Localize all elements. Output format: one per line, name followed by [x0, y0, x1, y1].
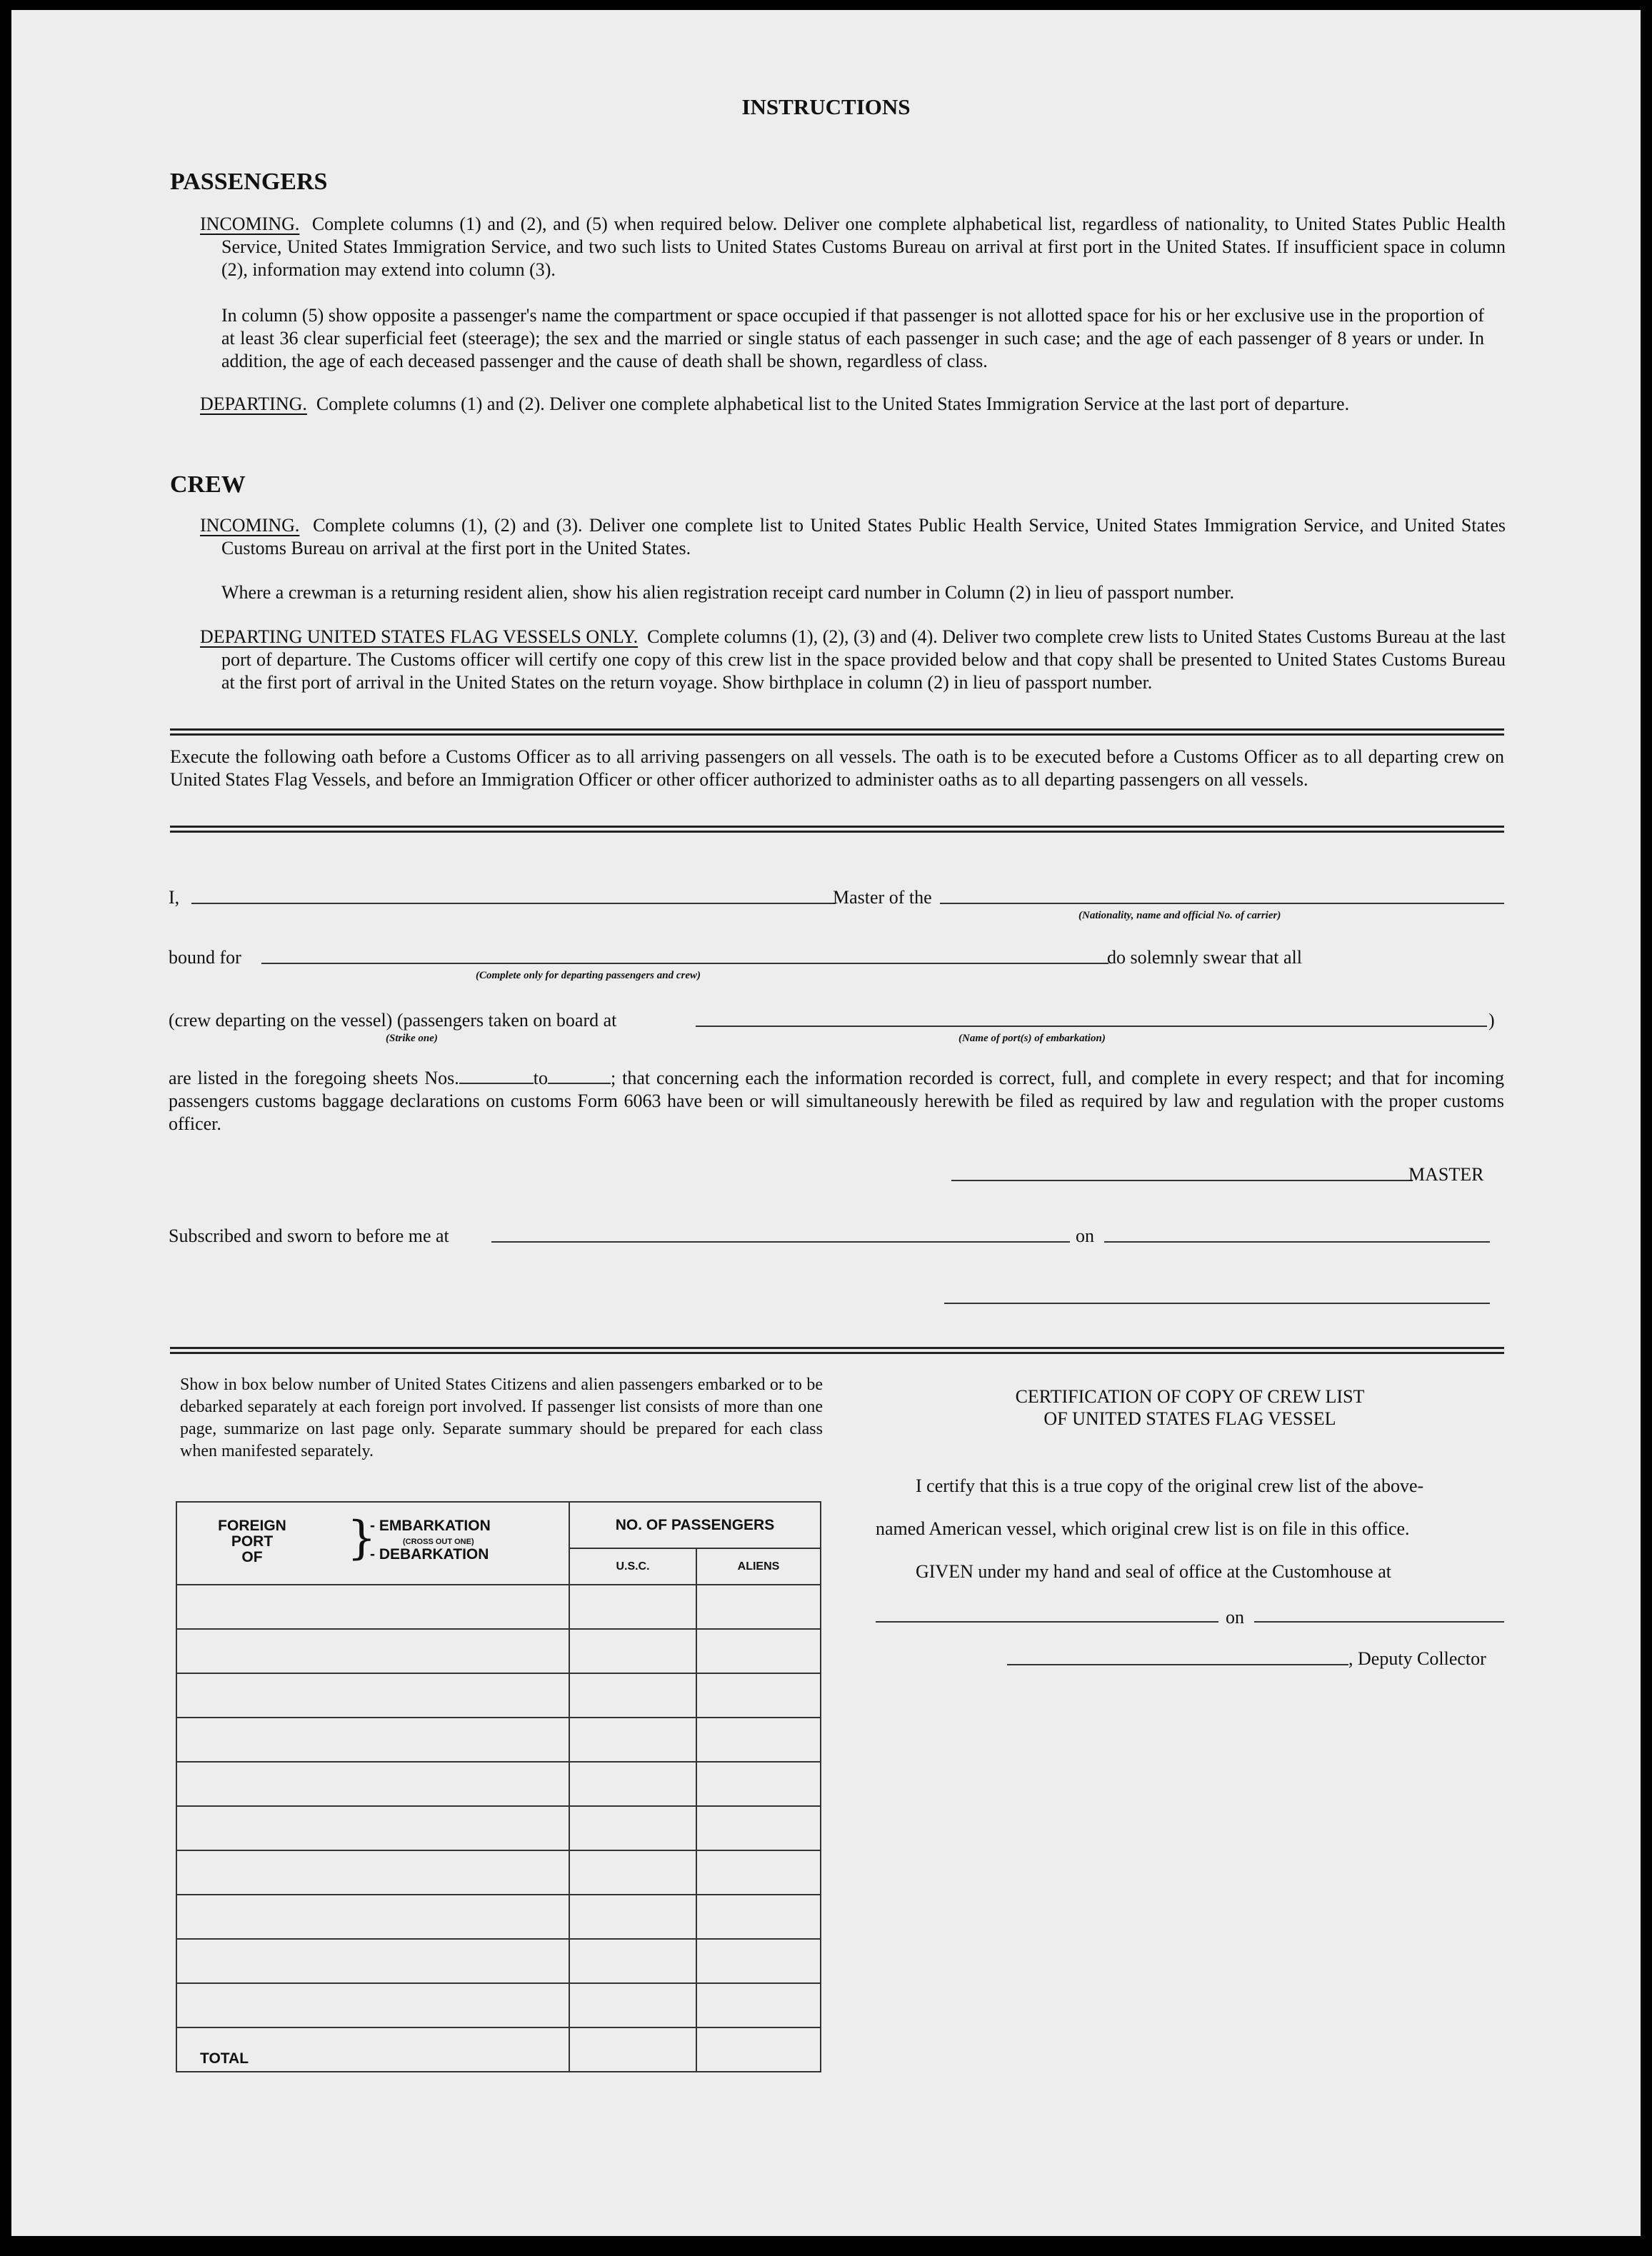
certification-title-line-2: OF UNITED STATES FLAG VESSEL	[1043, 1408, 1336, 1429]
aliens-cell[interactable]	[696, 1673, 821, 1718]
divider	[170, 1347, 1504, 1354]
usc-cell[interactable]	[569, 1983, 696, 2027]
passengers-departing-lead: DEPARTING.	[200, 393, 307, 414]
no-of-passengers-header: NO. OF PASSENGERS	[569, 1502, 821, 1548]
port-cell[interactable]	[176, 1939, 569, 1983]
aliens-cell[interactable]	[696, 1850, 821, 1895]
form-page	[11, 10, 1641, 2236]
passenger-summary-table	[176, 1501, 821, 2072]
divider	[170, 728, 1504, 736]
deputy-collector-label: , Deputy Collector	[1348, 1648, 1486, 1669]
passengers-column5-instruction: In column (5) show opposite a passenger's name the compartment or space occupied if that passenger is not allotted space for his or her exclusive use in the proportion of at least 36 clear superficial feet (steerage); the sex and the married or single status of each passenger in such case; and the age of each passenger of 8 years or under. In addition, the age of each deceased passenger and the cause of death shall be shown, regardless of class.	[221, 305, 1484, 371]
passengers-incoming-text: Complete columns (1) and (2), and (5) when required below. Deliver one complete alphabetical list, regardless of nationality, to United States Public Health Service, United States Immigration Service, and two such lists to United States Customs Bureau on arrival at first port in the United States. If insufficient space in column (2), information may extend into column (3).	[221, 214, 1506, 280]
crew-resident-alien-note: Where a crewman is a returning resident alien, show his alien registration receipt card number in Column (2) in lieu of passport number.	[221, 582, 1235, 603]
strike-one-caption: (Strike one)	[386, 1033, 438, 1044]
master-of-the-label: Master of the	[833, 887, 932, 908]
oath-statement-rest: ; that concerning each the information recorded is correct, full, and complete in every respect; and that for incoming passengers customs baggage declarations on customs Form 6063 have been or will simultaneously herewith be filed as required by law and regulation with the proper customs officer.	[169, 1068, 1504, 1134]
usc-cell[interactable]	[569, 1895, 696, 1939]
usc-total-cell[interactable]	[569, 2027, 696, 2072]
certify-line-1: I certify that this is a true copy of the original crew list of the above-	[916, 1475, 1424, 1496]
carrier-field[interactable]	[940, 903, 1504, 904]
sheets-label: are listed in the foregoing sheets Nos.	[169, 1068, 459, 1088]
usc-header: U.S.C.	[569, 1548, 696, 1585]
aliens-total-cell[interactable]	[696, 2027, 821, 2072]
port-cell[interactable]	[176, 1762, 569, 1806]
passengers-incoming-instruction	[200, 213, 1506, 281]
port-cell[interactable]	[176, 1850, 569, 1895]
divider	[170, 826, 1504, 833]
bound-for-caption: (Complete only for departing passengers and crew)	[476, 970, 701, 981]
bound-for-field[interactable]	[261, 963, 1108, 964]
port-caption: (Name of port(s) of embarkation)	[958, 1033, 1106, 1044]
master-signature-field[interactable]	[951, 1180, 1413, 1181]
usc-cell[interactable]	[569, 1762, 696, 1806]
usc-cell[interactable]	[569, 1585, 696, 1629]
debarkation-option[interactable]: - DEBARKATION	[370, 1546, 489, 1563]
sheet-to-field[interactable]	[548, 1067, 611, 1084]
embarkation-port-field[interactable]	[696, 1026, 1487, 1027]
subscribed-label: Subscribed and sworn to before me at	[169, 1225, 449, 1246]
certification-title-line-1: CERTIFICATION OF COPY OF CREW LIST	[1015, 1386, 1365, 1407]
crew-heading: CREW	[170, 471, 246, 498]
port-cell[interactable]	[176, 1895, 569, 1939]
master-label: MASTER	[1408, 1164, 1484, 1185]
embarkation-option[interactable]: - EMBARKATION	[370, 1518, 491, 1534]
port-cell[interactable]	[176, 1673, 569, 1718]
crew-departing-text: Complete columns (1), (2), (3) and (4). Deliver two complete crew lists to United States Customs Bureau at the last port of departure. The Customs officer will certify one copy of this crew list in the space provided below and that copy shall be presented to United States Customs Bureau at the first port of arrival in the United States on the return voyage. Show birthplace in column (2) in lieu of passport number.	[221, 626, 1506, 693]
aliens-cell[interactable]	[696, 1762, 821, 1806]
passengers-departing-instruction	[200, 393, 1506, 416]
brace-icon: }	[347, 1512, 376, 1565]
aliens-cell[interactable]	[696, 1718, 821, 1762]
usc-cell[interactable]	[569, 1850, 696, 1895]
port-cell[interactable]	[176, 1629, 569, 1673]
aliens-cell[interactable]	[696, 1895, 821, 1939]
certification-on-label: on	[1226, 1607, 1244, 1628]
foreign-port-of-header	[206, 1518, 299, 1565]
aliens-cell[interactable]	[696, 1939, 821, 1983]
nationality-caption: (Nationality, name and official No. of carrier)	[1078, 910, 1281, 921]
port-cell[interactable]	[176, 1585, 569, 1629]
total-label: TOTAL	[176, 2027, 569, 2072]
oath-statement	[169, 1067, 1504, 1135]
crew-departing-lead: DEPARTING UNITED STATES FLAG VESSELS ONLY.	[200, 626, 639, 647]
summary-instructions: Show in box below number of United States Citizens and alien passengers embarked or to be debarked separately at each foreign port involved. If passenger list consists of more than one page, summarize on last page only. Separate summary should be prepared for each class when manifested separately.	[180, 1375, 823, 1460]
port-cell[interactable]	[176, 1806, 569, 1850]
oath-instruction: Execute the following oath before a Customs Officer as to all arriving passengers on all vessels. The oath is to be executed before a Customs Officer as to all departing crew on United States Flag Vessels, and before an Immigration Officer or other officer authorized to administer oaths as to all departing passengers on all vessels.	[170, 746, 1504, 790]
oath-i-label: I,	[169, 887, 180, 908]
usc-cell[interactable]	[569, 1806, 696, 1850]
certification-date-field[interactable]	[1254, 1621, 1504, 1623]
officer-signature-field[interactable]	[944, 1303, 1490, 1304]
port-cell[interactable]	[176, 1983, 569, 2027]
usc-cell[interactable]	[569, 1718, 696, 1762]
port-header-cell	[176, 1502, 569, 1585]
crew-departing-instruction	[200, 626, 1506, 694]
foreign-header-line: FOREIGN	[218, 1518, 286, 1534]
port-cell[interactable]	[176, 1718, 569, 1762]
of-header-line: OF	[241, 1549, 263, 1565]
aliens-header: ALIENS	[696, 1548, 821, 1585]
deputy-signature-field[interactable]	[1007, 1664, 1348, 1665]
to-label: to	[533, 1068, 548, 1088]
aliens-cell[interactable]	[696, 1806, 821, 1850]
sheet-from-field[interactable]	[459, 1067, 534, 1084]
usc-cell[interactable]	[569, 1939, 696, 1983]
certification-title	[876, 1385, 1504, 1430]
crew-passengers-strike-label: (crew departing on the vessel) (passengers taken on board at	[169, 1010, 617, 1031]
swear-label: do solemnly swear that all	[1107, 947, 1302, 968]
certify-line-2: named American vessel, which original crew list is on file in this office.	[876, 1518, 1410, 1539]
aliens-cell[interactable]	[696, 1585, 821, 1629]
sworn-date-field[interactable]	[1104, 1241, 1490, 1243]
customhouse-location-field[interactable]	[876, 1621, 1218, 1623]
passengers-incoming-lead: INCOMING.	[200, 214, 300, 234]
usc-cell[interactable]	[569, 1673, 696, 1718]
page-title: INSTRUCTIONS	[741, 94, 911, 119]
crew-incoming-text: Complete columns (1), (2) and (3). Deliver one complete list to United States Public Health Service, United States Immigration Service, and United States Customs Bureau on arrival at the first port in the United States.	[221, 515, 1506, 558]
bound-for-label: bound for	[169, 947, 241, 968]
on-label: on	[1076, 1225, 1094, 1246]
certify-line-3: GIVEN under my hand and seal of office at the Customhouse at	[916, 1561, 1391, 1582]
master-name-field[interactable]	[191, 903, 836, 904]
passengers-departing-text: Complete columns (1) and (2). Deliver one complete alphabetical list to the United States Immigration Service at the last port of departure.	[316, 393, 1350, 414]
aliens-cell[interactable]	[696, 1983, 821, 2027]
port-header-line: PORT	[231, 1533, 274, 1550]
cross-out-one-note: (CROSS OUT ONE)	[403, 1538, 474, 1546]
close-paren: )	[1488, 1010, 1495, 1031]
sworn-location-field[interactable]	[491, 1241, 1070, 1243]
aliens-cell[interactable]	[696, 1629, 821, 1673]
usc-cell[interactable]	[569, 1629, 696, 1673]
passengers-heading: PASSENGERS	[170, 169, 328, 195]
crew-incoming-lead: INCOMING.	[200, 515, 300, 536]
crew-incoming-instruction	[200, 514, 1506, 560]
